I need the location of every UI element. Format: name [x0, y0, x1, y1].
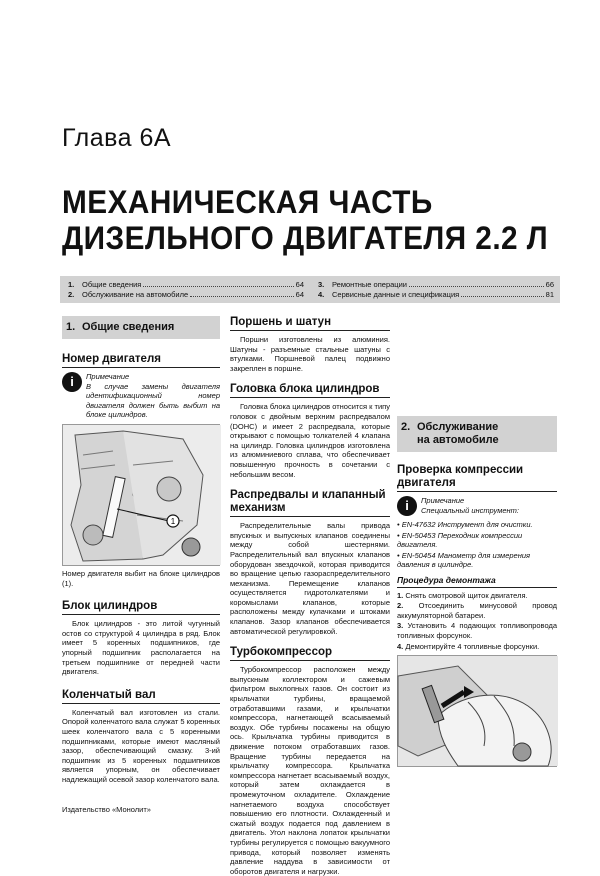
toc-item[interactable]	[318, 289, 554, 300]
note-label: Примечание	[421, 496, 465, 505]
toc-leader	[461, 289, 543, 297]
tool-item: • EN-50454 Манометр для измерения давления в цилиндре.	[397, 550, 531, 570]
toc-text: Ремонтные операции	[332, 280, 407, 289]
title-line-2: ДИЗЕЛЬНОГО ДВИГАТЕЛЯ 2.2 Л	[62, 220, 549, 256]
info-icon: i	[62, 372, 82, 392]
toc-leader	[190, 289, 294, 297]
toc-num: 1.	[68, 280, 75, 289]
page-title	[62, 184, 548, 256]
procedure-step: 1. Снять смотровой щиток двигателя.	[397, 590, 528, 600]
column-2	[230, 316, 390, 876]
toc-num: 2.	[68, 290, 75, 299]
pistons-heading: Поршень и шатун	[230, 316, 390, 331]
head-heading: Головка блока цилиндров	[230, 383, 390, 398]
note	[62, 372, 220, 420]
compression-heading: Проверка компрессии двигателя	[397, 464, 557, 492]
toc-num: 3.	[318, 280, 325, 289]
note-text: В случае замены двигателя идентификационный номер двигателя должен быть выбит на блоке цилиндров.	[86, 381, 220, 420]
callout-number: 1	[170, 516, 176, 526]
toc-page: 64	[295, 280, 304, 289]
section-title: Общие сведения	[82, 321, 175, 333]
injector-removal-illustration	[398, 656, 558, 766]
section-number: 1.	[66, 321, 76, 333]
head-text: Головка блока цилиндров относится к типу головок с двойным верхним распредвалом (DOHC) и имеет 2 распредвала, которые открывают с помощью толкателей 4 клапана на цилиндр. Головка цилиндров изготовлена из алюминиевого сплава, что обеспечивает повышенную прочность в сочетании с небольшим весом.	[230, 402, 390, 479]
engine-number-figure	[62, 424, 220, 566]
title-line-1: МЕХАНИЧЕСКАЯ ЧАСТЬ	[62, 184, 433, 220]
turbo-text: Турбокомпрессор расположен между выпускным коллектором и сажевым фильтром выхлопных газов. Он состоит из крыльчатки турбины, вращаемой отработавшими газами, и крыльчатки компрессора, нагнетающей всасываемый воздух. Обе турбины посажены на общую ось. Крыльчатка турбины приводится в движение потоком отработавших газов. Вращение турбины передается на крыльчатку компрессора. Крыльчатка компрессора нагнетает всасываемый воздух, который затем охлаждается в промежуточном охладителе. Охлаждение нагнетаемого воздуха способствует повышению его плотности. Охлажденный и сжатый воздух подается под давлением в двигатель. Угол наклона лопаток крыльчатки турбины регулируется с помощью вакуумного привода, который позволяет изменять давление наддува в зависимости от оборотов двигателя и нагрузки.	[230, 665, 390, 876]
section-2-header	[397, 416, 557, 452]
table-of-contents	[60, 276, 560, 303]
procedure-step: 3. Установить 4 подающих топливопровода топливных форсунок.	[397, 621, 557, 640]
toc-page: 81	[545, 290, 554, 299]
crankshaft-text: Коленчатый вал изготовлен из стали. Опорой коленчатого вала служат 5 коренных шеек коленчатого вала с 5 коренными подшипниками, которые имеют масляный зазор, обеспечивающий смазку. 3-ий подшипник из 5 коренных подшипников является упорным, он обеспечивает надлежащий осевой зазор коленчатого вала.	[62, 707, 220, 784]
column-3	[397, 316, 557, 767]
pistons-text: Поршни изготовлены из алюминия. Шатуны - разъемные стальные шатуны с втулками. Поршневой палец подвижно закреплен в поршне.	[230, 335, 390, 373]
tool-item: • EN-47632 Инструмент для очистки.	[397, 520, 533, 529]
info-icon: i	[397, 496, 417, 516]
section-number: 2.	[401, 421, 411, 433]
engine-block-illustration	[63, 425, 221, 565]
figure-caption: Номер двигателя выбит на блоке цилиндров (1).	[62, 568, 220, 588]
procedure-step: 2. Отсоединить минусовой провод аккумуляторной батареи.	[397, 601, 557, 620]
chapter-label: Глава 6А	[62, 124, 172, 152]
engine-number-heading: Номер двигателя	[62, 353, 220, 368]
footer-publisher: Издательство «Монолит»	[62, 805, 151, 814]
column-1	[62, 316, 220, 784]
camshafts-heading: Распредвалы и клапанный механизм	[230, 489, 390, 517]
toc-text: Обслуживание на автомобиле	[82, 290, 189, 299]
tool-item: • EN-50453 Переходник компрессии двигателя.	[397, 530, 523, 550]
section-title-line-2: на автомобиле	[417, 434, 499, 446]
injector-removal-figure	[397, 655, 557, 767]
note-intro: Специальный инструмент:	[421, 505, 519, 515]
toc-page: 66	[545, 280, 554, 289]
toc-leader	[409, 279, 544, 287]
toc-text: Сервисные данные и спецификация	[332, 290, 460, 299]
note	[397, 496, 557, 516]
turbo-heading: Турбокомпрессор	[230, 646, 390, 661]
note-label: Примечание	[86, 372, 130, 381]
section-title-line-1: Обслуживание	[417, 421, 499, 433]
camshafts-text: Распределительные валы привода впускных и выпускных клапанов соединены между собой шестернями. Распределительный вал впускных клапанов оборудован звездочкой, которая приводится во вращение цепью газораспределительного механизма. Перемещение клапанов осуществляется гидротолкателями и коромыслами клапанов, которые расположены между кулачками и штоками клапанов. Зазор клапанов обеспечивается автоматической регулировкой.	[230, 521, 390, 636]
toc-page: 64	[295, 290, 304, 299]
procedure-heading: Процедура демонтажа	[397, 576, 557, 588]
toc-item[interactable]	[68, 289, 304, 300]
toc-leader	[143, 279, 293, 287]
toc-num: 4.	[318, 290, 325, 299]
procedure-step: 4. Демонтируйте 4 топливные форсунки.	[397, 641, 540, 651]
section-1-header	[62, 316, 220, 339]
toc-text: Общие сведения	[82, 280, 142, 289]
block-text: Блок цилиндров - это литой чугунный остов со структурой 4 цилиндра в ряд. Блок имеет 5 коренных подшипников, где упорный подшипник располагается на третьем подшипнике от передней части двигателя.	[62, 619, 220, 677]
crankshaft-heading: Коленчатый вал	[62, 689, 220, 704]
block-heading: Блок цилиндров	[62, 600, 220, 615]
